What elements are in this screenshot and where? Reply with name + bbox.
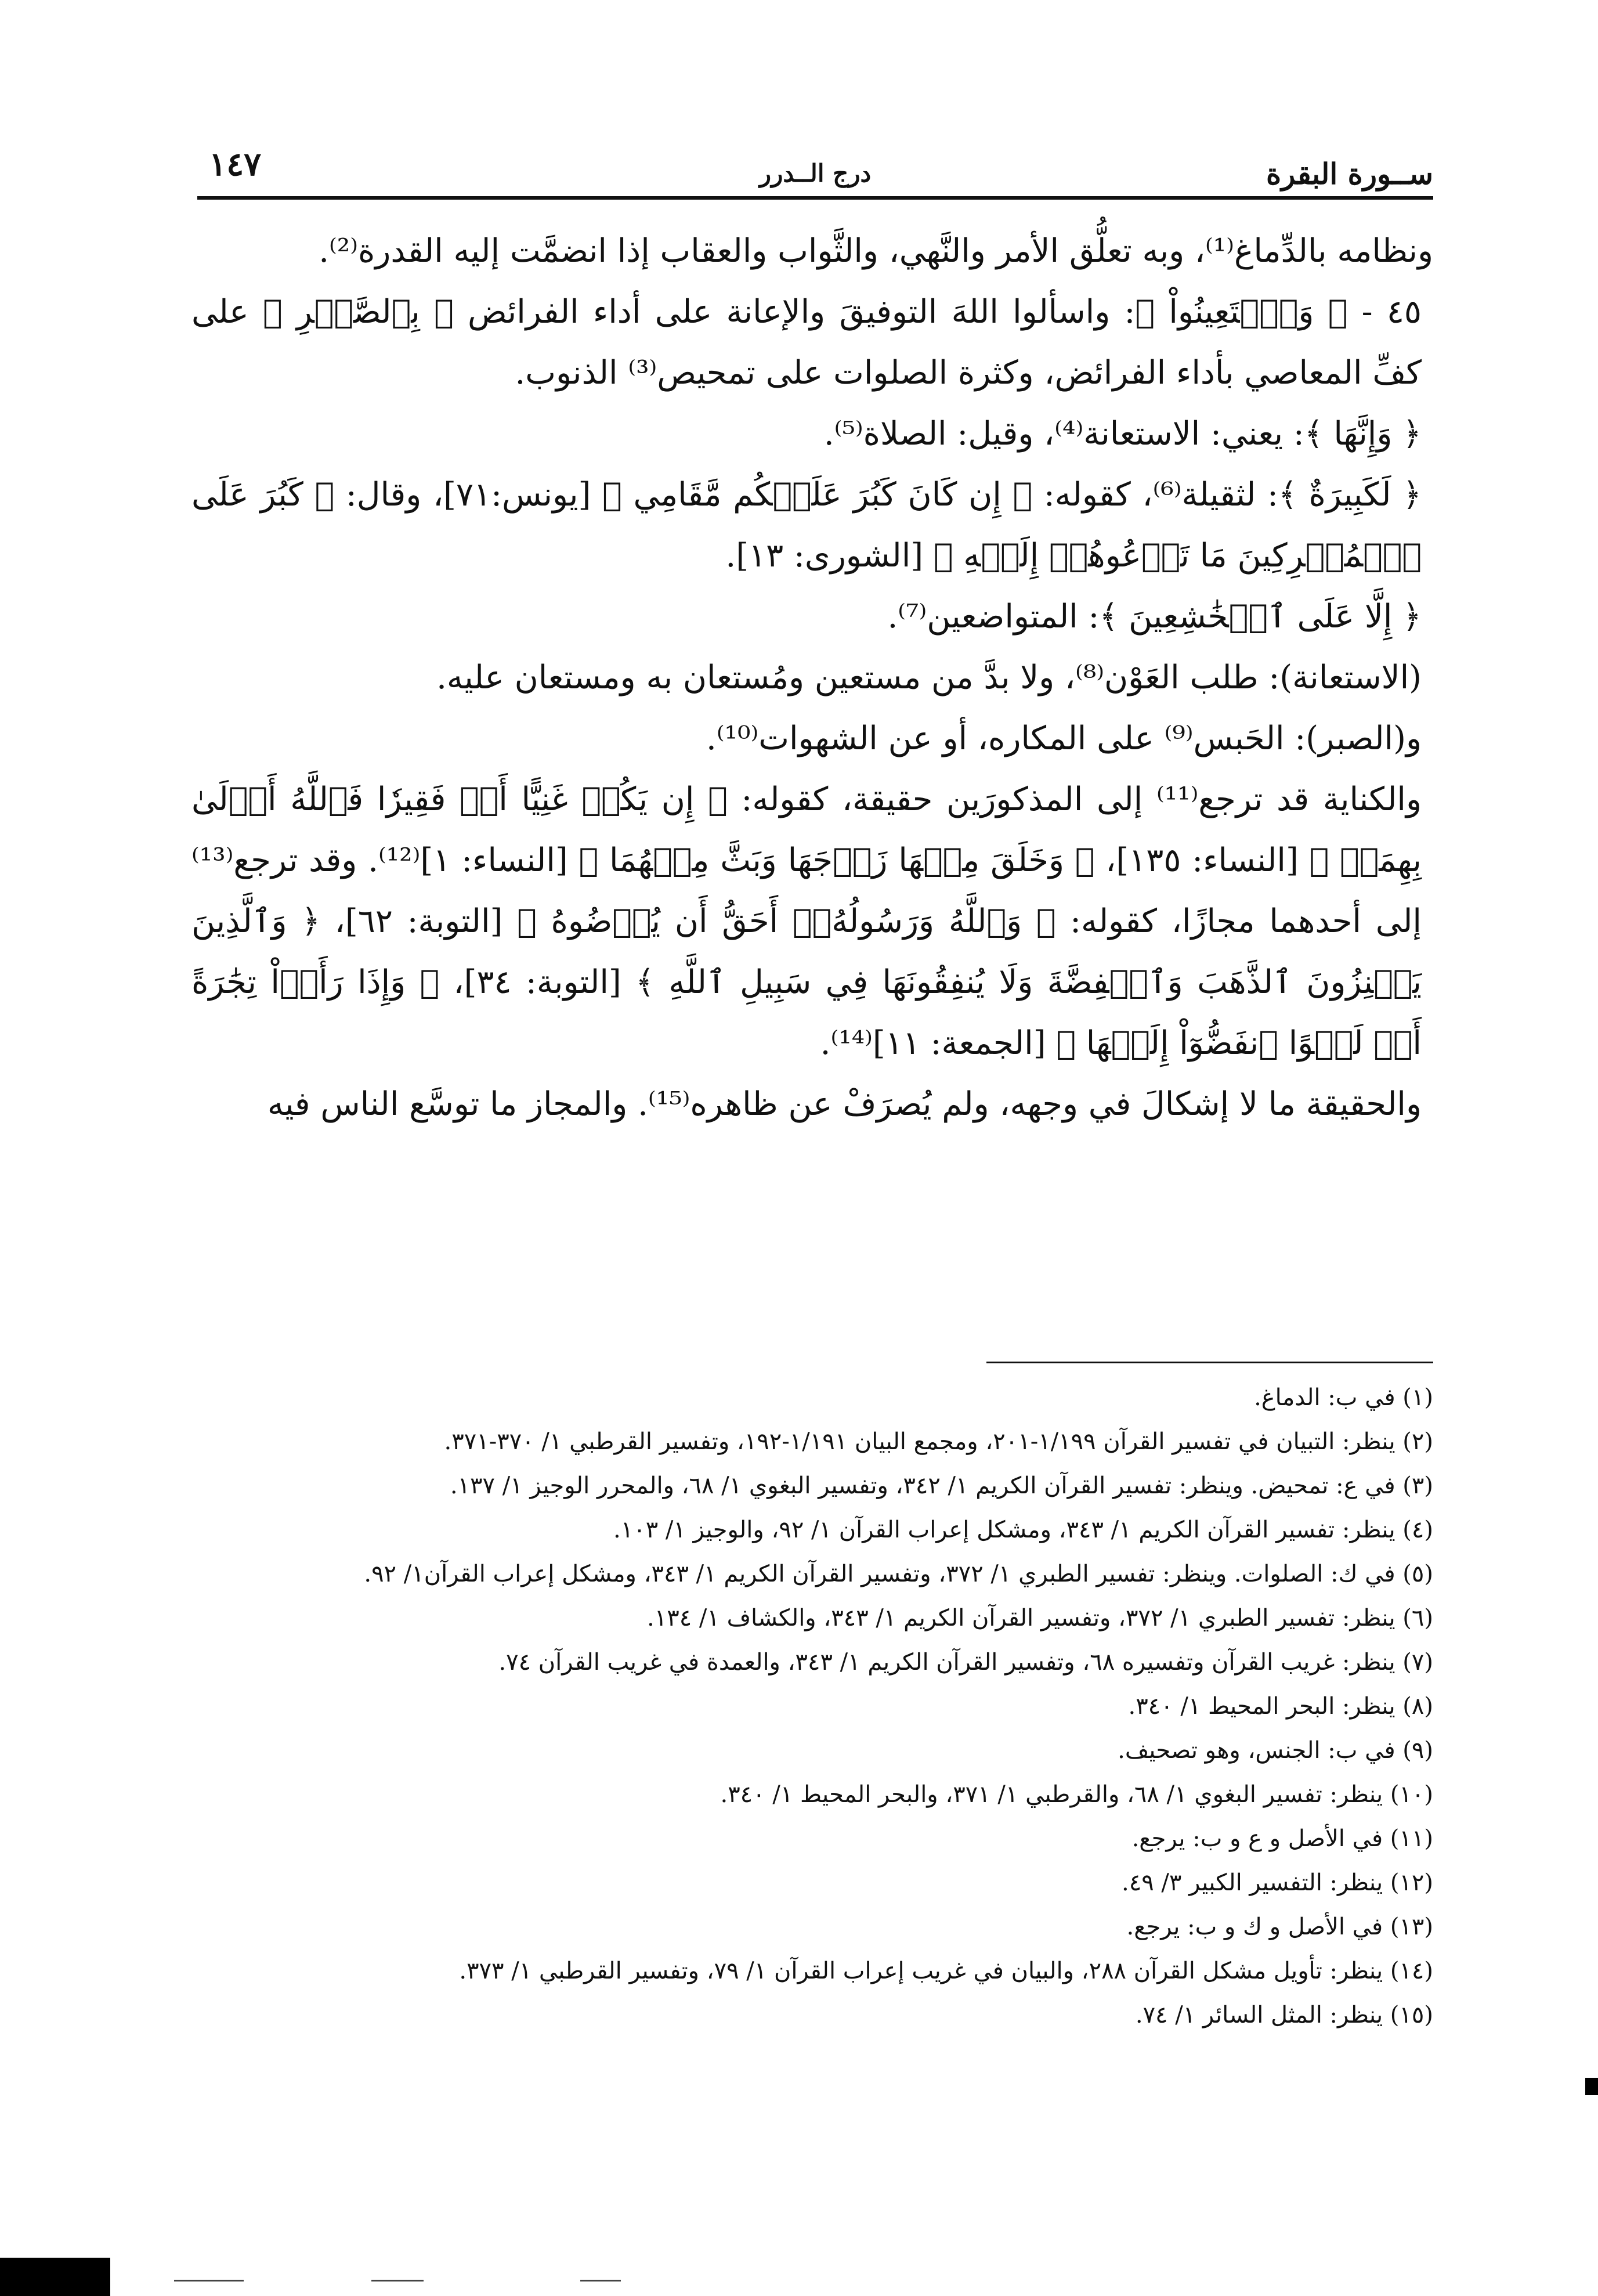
scan-artifact-corner — [0, 2258, 110, 2296]
footnote: (١٠) ينظر: تفسير البغوي ١/ ٦٨، والقرطبي ١/ ٣٧١، والبحر المحيط ١/ ٣٤٠. — [720, 1781, 1433, 1808]
main-text — [191, 221, 1433, 1135]
paragraph-kinaya: والكناية قد ترجع⁽¹¹⁾ إلى المذكورَين حقيقة، كقوله: ﴿ إِن يَكُنۡ غَنِيًّا أَوۡ فَقِيرٗا فَٱللَّهُ أَوۡلَىٰ بِهِمَاۖ ﴾ [النساء: ١٣٥]، ﴿ وَخَلَقَ مِنۡهَا زَوۡجَهَا وَبَثَّ مِنۡهُمَا ﴾ [النساء: ١]⁽¹²⁾. وقد ترجع⁽¹³⁾ إلى أحدهما مجازًا، كقوله: ﴿ وَٱللَّهُ وَرَسُولُهُۥٓ أَحَقُّ أَن يُرۡضُوهُ ﴾ [التوبة: ٦٢]، ﴿ وَٱلَّذِينَ يَكۡنِزُونَ ٱلذَّهَبَ وَٱلۡفِضَّةَ وَلَا يُنفِقُونَهَا فِي سَبِيلِ ٱللَّهِ ﴾ [التوبة: ٣٤]، ﴿ وَإِذَا رَأَوۡاْ تِجَٰرَةً أَوۡ لَهۡوًا ٱنفَضُّوٓاْ إِلَيۡهَا ﴾ [الجمعة: ١١]⁽¹⁴⁾. — [191, 781, 1422, 1062]
footnote: (٥) في ك: الصلوات. وينظر: تفسير الطبري ١/ ٣٧٢، وتفسير القرآن الكريم ١/ ٣٤٣، ومشكل إعراب القرآن١/ ٩٢. — [364, 1561, 1433, 1587]
running-header — [197, 145, 1433, 197]
footnote: (٧) ينظر: غريب القرآن وتفسيره ٦٨، وتفسير القرآن الكريم ١/ ٣٤٣، والعمدة في غريب القرآن ٧٤. — [498, 1649, 1433, 1676]
paragraph-wa-innaha: ﴿ وَإِنَّهَا ﴾: يعني: الاستعانة⁽⁴⁾، وقيل: الصلاة⁽⁵⁾. — [823, 415, 1422, 453]
footnote: (١٢) ينظر: التفسير الكبير ٣/ ٤٩. — [1121, 1869, 1433, 1896]
footnote: (١٥) ينظر: المثل السائر ١/ ٧٤. — [1135, 2002, 1433, 2028]
page-number: ١٤٧ — [209, 145, 262, 183]
header-book-title: درج الــدرر — [759, 159, 872, 187]
footnote: (٩) في ب: الجنس، وهو تصحيف. — [1118, 1737, 1433, 1764]
footnotes — [191, 1376, 1433, 2037]
paragraph-haqiqa: والحقيقة ما لا إشكالَ في وجهه، ولم يُصرَفْ عن ظاهره⁽¹⁵⁾. والمجاز ما توسَّع الناس فيه — [267, 1085, 1422, 1123]
footnote: (٤) ينظر: تفسير القرآن الكريم ١/ ٣٤٣، ومشكل إعراب القرآن ١/ ٩٢، والوجيز ١/ ١٠٣. — [613, 1517, 1433, 1543]
header-rule — [197, 196, 1433, 200]
scan-artifact-line — [371, 2280, 424, 2281]
paragraph-istiana: (الاستعانة): طلب العَوْن⁽⁸⁾، ولا بدَّ من مستعين ومُستعان به ومستعان عليه. — [436, 659, 1422, 696]
footnote-separator — [986, 1362, 1433, 1363]
footnote: (١١) في الأصل و ع و ب: يرجع. — [1131, 1825, 1433, 1852]
footnote: (٦) ينظر: تفسير الطبري ١/ ٣٧٢، وتفسير القرآن الكريم ١/ ٣٤٣، والكشاف ١/ ١٣٤. — [647, 1605, 1433, 1631]
footnote: (١) في ب: الدماغ. — [1254, 1384, 1433, 1411]
footnote: (١٤) ينظر: تأويل مشكل القرآن ٢٨٨، والبيان في غريب إعراب القرآن ١/ ٧٩، وتفسير القرطبي ١/ ٣٧٣. — [459, 1958, 1433, 1984]
paragraph-sabr: و(الصبر): الحَبس⁽⁹⁾ على المكاره، أو عن الشهوات⁽¹⁰⁾. — [706, 720, 1422, 757]
scan-artifact-line — [174, 2280, 244, 2281]
footnote: (٣) في ع: تمحيض. وينظر: تفسير القرآن الكريم ١/ ٣٤٢، وتفسير البغوي ١/ ٦٨، والمحرر الوجيز ١/ ١٣٧. — [450, 1472, 1433, 1499]
footnote: (١٣) في الأصل و ك و ب: يرجع. — [1126, 1914, 1433, 1940]
header-surah-title: ســورة البقرة — [1266, 157, 1433, 191]
paragraph-lakabira: ﴿ لَكَبِيرَةٌ ﴾: لثقيلة⁽⁶⁾، كقوله: ﴿ إِن كَانَ كَبُرَ عَلَيۡكُم مَّقَامِي ﴾ [يونس:٧١]، وقال: ﴿ كَبُرَ عَلَى ٱلۡمُشۡرِكِينَ مَا تَدۡعُوهُمۡ إِلَيۡهِ ﴾ [الشورى: ١٣]. — [191, 476, 1422, 575]
scan-artifact-edge — [1585, 2078, 1598, 2095]
footnote: (٨) ينظر: البحر المحيط ١/ ٣٤٠. — [1128, 1693, 1433, 1720]
paragraph-verse-45: ٤٥ - ﴿ وَٱسۡتَعِينُواْ ﴾: واسألوا اللهَ التوفيقَ والإعانة على أداء الفرائض ﴿ بِٱلصَّبۡرِ ﴾ على كفِّ المعاصي بأداء الفرائض، وكثرة الصلوات على تمحيص⁽³⁾ الذنوب. — [191, 293, 1422, 392]
scan-artifact-line — [580, 2280, 621, 2281]
footnote: (٢) ينظر: التبيان في تفسير القرآن ١/١٩٩-٢٠١، ومجمع البيان ١/١٩١-١٩٢، وتفسير القرطبي ١/ ٣٧٠-٣٧١. — [444, 1428, 1433, 1455]
paragraph-1: ونظامه بالدِّماغ⁽¹⁾، وبه تعلُّق الأمر والنَّهي، والثَّواب والعقاب إذا انضمَّت إليه القدرة⁽²⁾. — [319, 232, 1433, 270]
paragraph-khashiin: ﴿ إِلَّا عَلَى ٱلۡخَٰشِعِينَ ﴾: المتواضعين⁽⁷⁾. — [887, 598, 1422, 636]
